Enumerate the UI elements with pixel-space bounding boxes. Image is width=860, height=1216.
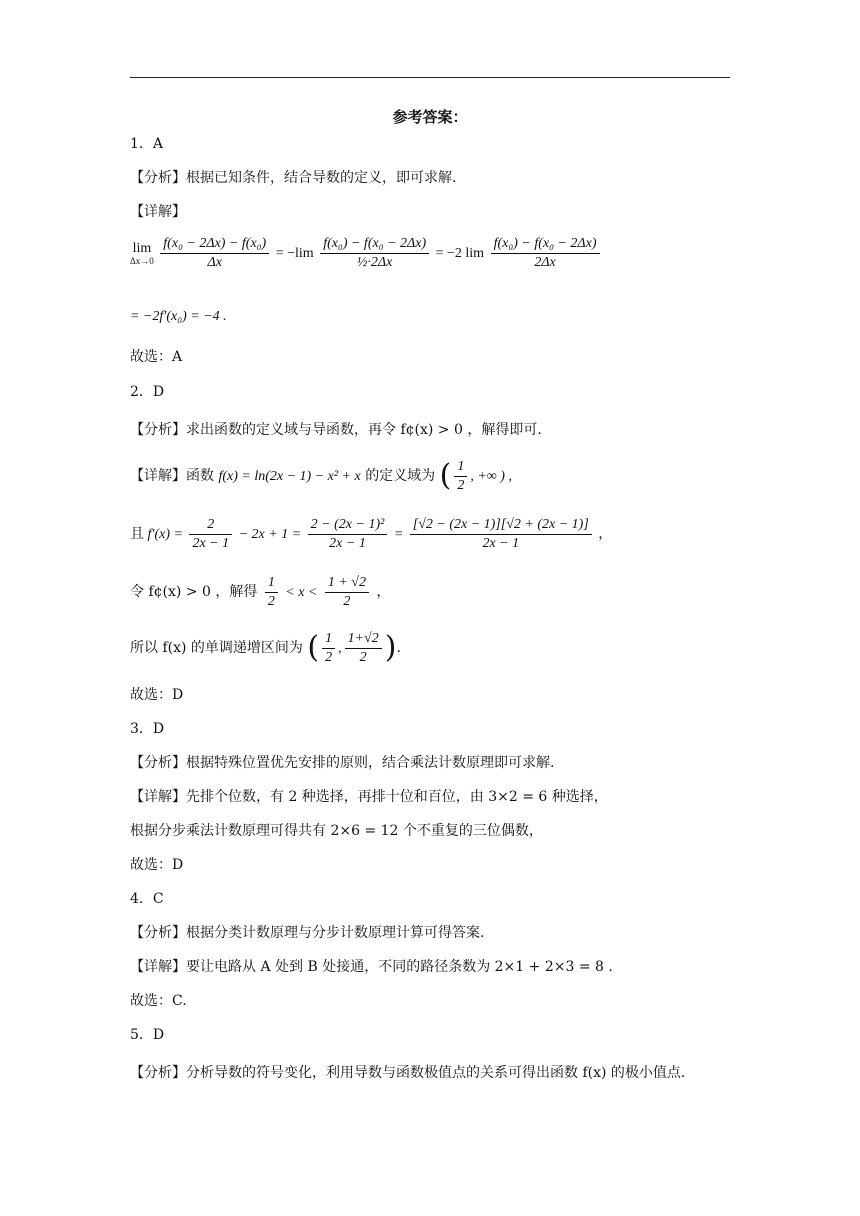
q1-result: = −2f′(x₀) = −4 .	[130, 309, 227, 324]
q5-number: 5．D	[130, 1027, 165, 1043]
q1-lim-1: lim Δx→0	[130, 240, 154, 266]
q2-derivative: 且 f′(x) = $\frac{2}{2x - 1}$ − 2x + 1 = $\frac{\text{2 − (2x − 1)²}}{2x - 1}$ = $\frac{[√2 - (2x - 1)][√2 + (2x - 1)]}{2x - 1}$ ，	[130, 517, 613, 552]
q2-choice: 故选：D	[130, 687, 184, 703]
q3-detail-2: 根据分步乘法计数原理可得共有 2×6 = 12 个不重复的三位偶数，	[130, 823, 543, 839]
q2-interval: 所以 f(x) 的单调递增区间为 ( $\frac{1}{2}$ , $\frac{1+√2}{2}$ ).	[130, 630, 401, 665]
q4-detail: 【详解】要让电路从 A 处到 B 处接通，不同的路径条数为 2×1 + 2×3 = 8 .	[130, 959, 613, 975]
q1-detail-label: 【详解】	[130, 204, 186, 220]
q3-detail-1: 【详解】先排个位数，有 2 种选择，再排十位和百位，由 3×2 = 6 种选择，	[130, 789, 608, 805]
q2-domain-fraction: $\frac{1}{2}$	[454, 458, 467, 495]
header-rule	[130, 77, 730, 78]
q1-choice: 故选：A	[130, 349, 183, 365]
q4-number: 4．C	[130, 891, 164, 907]
q1-analysis: 【分析】根据已知条件，结合导数的定义，即可求解.	[130, 170, 457, 186]
q3-analysis: 【分析】根据特殊位置优先安排的原则，结合乘法计数原理即可求解.	[130, 755, 555, 771]
q2-deriv-fraction-1: $\frac{2}{2x - 1}$	[189, 516, 232, 553]
q2-function: f(x) = ln(2x − 1) − x² + x	[218, 469, 361, 484]
q4-choice: 故选：C.	[130, 993, 187, 1009]
q2-ineq-left: $\frac{1}{2}$	[265, 574, 278, 611]
q2-analysis: 【分析】求出函数的定义域与导函数，再令 f¢(x) > 0 ，解得即可.	[130, 422, 542, 438]
q2-deriv-fraction-3: $\frac{[√2 - (2x - 1)][√2 + (2x - 1)]}{2x - 1}$	[410, 516, 592, 553]
q1-limit-equation	[130, 232, 603, 276]
q2-deriv-fraction-2: $\frac{\text{2 − (2x − 1)²}}{2x - 1}$	[308, 516, 388, 553]
q3-number: 3．D	[130, 721, 165, 737]
q1-fraction-1: $\frac{\text{f(x₀ − 2Δx) − f(x₀)}}{\Delta x}$	[160, 235, 269, 272]
q2-interval-b: $\frac{1+√2}{2}$	[345, 630, 382, 667]
q2-interval-a: $\frac{1}{2}$	[322, 630, 335, 667]
q1-eq-mid-2: = −2 lim	[435, 246, 485, 261]
q1-fraction-3: $\frac{\text{f(x₀) − f(x₀ − 2Δx)}}{2\Delta x}$	[491, 235, 600, 272]
q4-analysis: 【分析】根据分类计数原理与分步计数原理计算可得答案.	[130, 925, 485, 941]
q2-detail-domain: 【详解】函数 f(x) = ln(2x − 1) − x² + x 的定义域为 ( $\frac{1}{2}$ , +∞ ) ,	[130, 458, 512, 493]
q1-eq-mid-1: = −lim	[275, 246, 314, 261]
q1-fraction-2: $\frac{\text{f(x₀) − f(x₀ − 2Δx)}}{\text{½·2Δx}}$	[320, 235, 429, 272]
page-title: 参考答案：	[392, 108, 468, 126]
q1-number: 1．A	[130, 136, 164, 152]
q5-analysis: 【分析】分析导数的符号变化，利用导数与函数极值点的关系可得出函数 f(x) 的极小值点.	[130, 1065, 686, 1081]
q2-inequality: 令 f¢(x) > 0 ，解得 $\frac{1}{2}$ < x < $\frac{1 + √2}{2}$ ，	[130, 574, 391, 609]
q3-choice: 故选：D	[130, 857, 184, 873]
q2-ineq-right: $\frac{1 + √2}{2}$	[325, 574, 369, 611]
q2-number: 2．D	[130, 384, 165, 400]
